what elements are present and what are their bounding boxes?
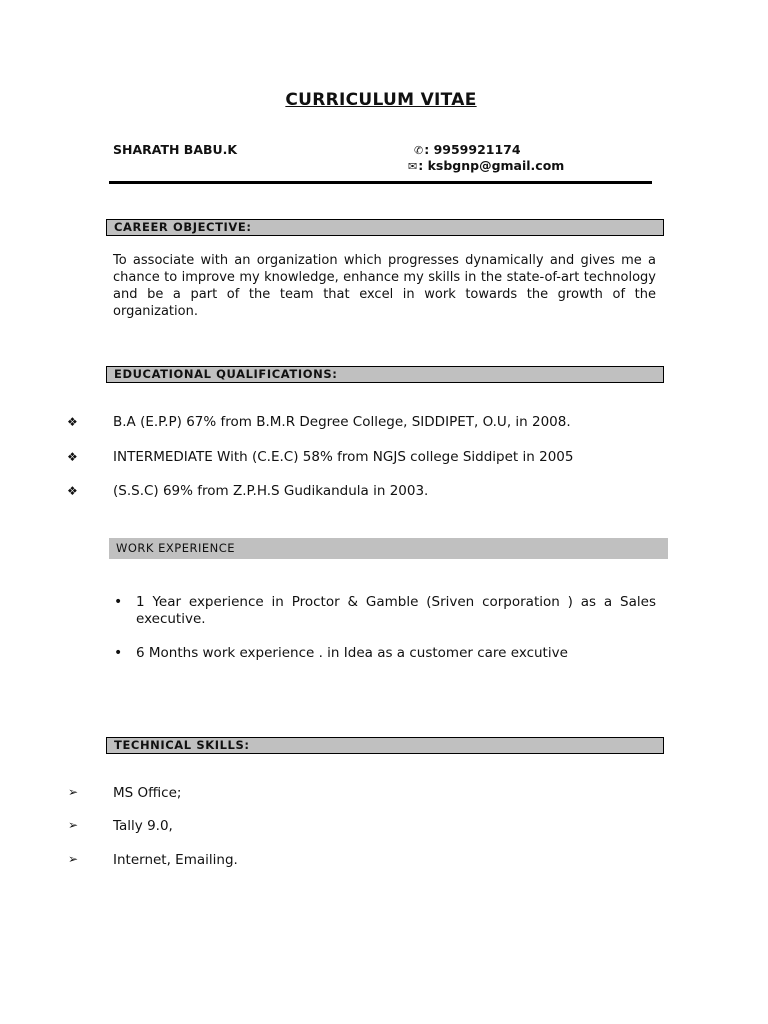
diamond-bullet-icon: ❖ (67, 484, 78, 498)
candidate-name: SHARATH BABU.K (113, 142, 238, 157)
phone-line: ✆: 9959921174 (414, 142, 521, 157)
work-item: 6 Months work experience . in Idea as a customer care excutive (136, 645, 568, 661)
diamond-bullet-icon: ❖ (67, 450, 78, 464)
education-item: INTERMEDIATE With (C.E.C) 58% from NGJS college Siddipet in 2005 (113, 449, 574, 465)
email-line: ✉: ksbgnp@gmail.com (408, 158, 565, 173)
page-title: CURRICULUM VITAE (285, 90, 477, 110)
arrow-bullet-icon: ➢ (68, 852, 79, 866)
header-divider (109, 181, 652, 184)
career-objective-text: To associate with an organization which progresses dynamically and gives me a chance to improve my knowledge, enhance my skills in the state-of-art technology and be a part of the team that excel in work towards the growth of the organization. (113, 253, 656, 319)
education-item: (S.S.C) 69% from Z.P.H.S Gudikandula in 2003. (113, 483, 429, 499)
phone-icon: ✆ (414, 144, 424, 157)
dot-bullet-icon: • (114, 594, 123, 610)
envelope-icon: ✉ (408, 160, 418, 173)
diamond-bullet-icon: ❖ (67, 415, 78, 429)
arrow-bullet-icon: ➢ (68, 785, 79, 799)
skill-item: Tally 9.0, (113, 818, 173, 834)
skill-item: MS Office; (113, 785, 182, 801)
phone-number: 9959921174 (433, 142, 521, 157)
skill-item: Internet, Emailing. (113, 852, 238, 868)
education-item: B.A (E.P.P) 67% from B.M.R Degree College, SIDDIPET, O.U, in 2008. (113, 414, 571, 430)
section-heading-education: EDUCATIONAL QUALIFICATIONS: (106, 366, 664, 383)
dot-bullet-icon: • (114, 645, 123, 661)
section-heading-career-objective: CAREER OBJECTIVE: (106, 219, 664, 236)
section-heading-work-experience: WORK EXPERIENCE (109, 538, 668, 559)
email-address: ksbgnp@gmail.com (427, 158, 565, 173)
arrow-bullet-icon: ➢ (68, 818, 79, 832)
section-heading-technical-skills: TECHNICAL SKILLS: (106, 737, 664, 754)
work-item: 1 Year experience in Proctor & Gamble (Sriven corporation ) as a Sales executive. (136, 594, 656, 627)
